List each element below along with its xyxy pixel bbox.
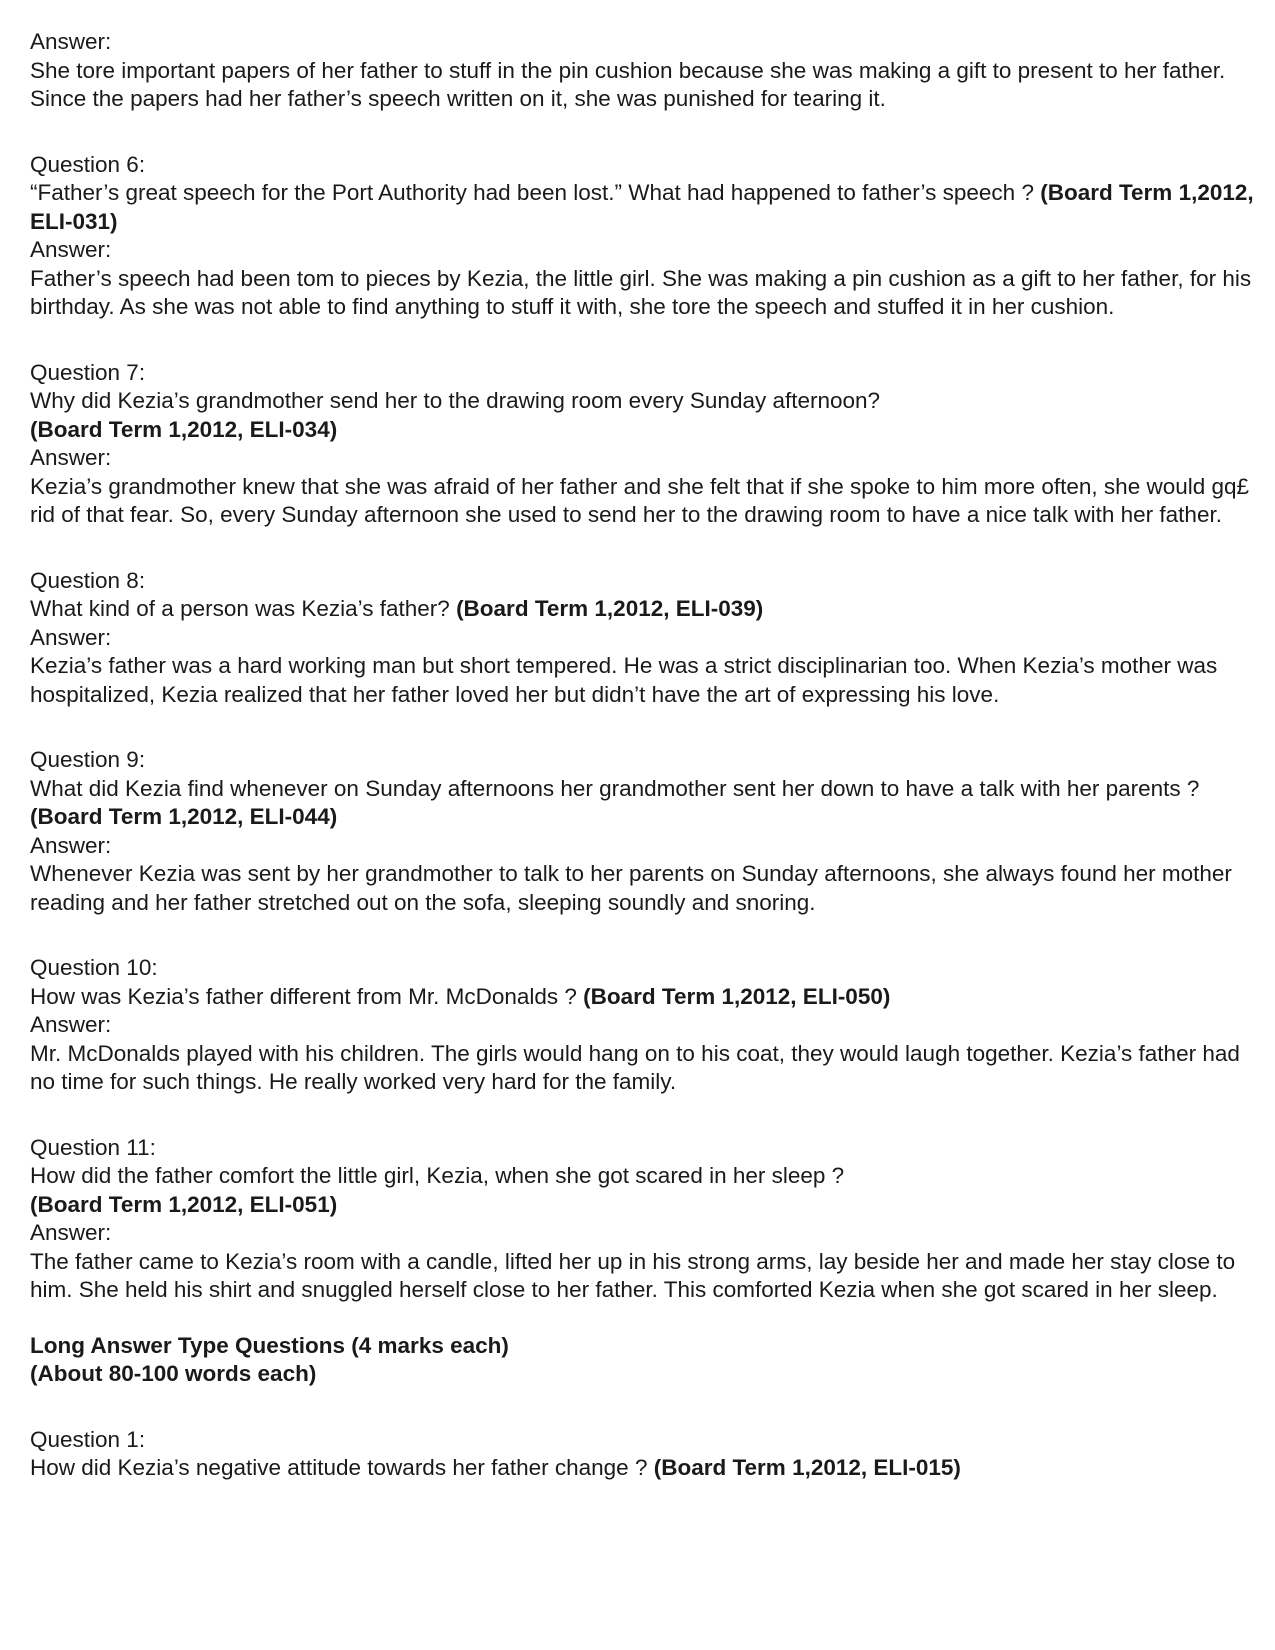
question-text: What did Kezia find whenever on Sunday afternoons her grandmother sent her down to have a talk with her parents ? [30, 775, 1200, 801]
question-reference: (Board Term 1,2012, ELI-039) [456, 596, 764, 621]
question-body: “Father’s great speech for the Port Authority had been lost.” What had happened to father’s speech ? [30, 180, 1041, 205]
answer-text: Kezia’s grandmother knew that she was afraid of her father and she felt that if she spoke to him more often, she would gq£ rid of that fear. So, every Sunday afternoon she used to send her to the drawing room to have a nice talk with her father. [30, 473, 1250, 527]
answer-label: Answer: [30, 445, 112, 470]
question-body: What kind of a person was Kezia’s father? [30, 596, 457, 621]
section-heading [30, 1332, 1255, 1389]
question-text [30, 179, 1255, 236]
answer-text: She tore important papers of her father to stuff in the pin cushion because she was making a gift to present to her father. Since the papers had her father’s speech written on it, she was punished for tearing it. [30, 57, 1226, 111]
question-block-long-q1 [30, 1426, 1255, 1483]
document-page [30, 28, 1255, 1483]
question-reference: (Board Term 1,2012, ELI-015) [653, 1455, 961, 1480]
question-reference: (Board Term 1,2012, ELI-044) [30, 804, 338, 829]
question-label: Question 9: [30, 747, 146, 772]
question-label: Question 6: [30, 151, 146, 177]
question-block-q6 [30, 151, 1255, 322]
question-text: Why did Kezia’s grandmother send her to the drawing room every Sunday afternoon? [30, 388, 881, 413]
question-block-q10 [30, 954, 1255, 1097]
answer-label: Answer: [30, 832, 112, 858]
question-label: Question 8: [30, 567, 146, 593]
section-heading-line2: (About 80-100 words each) [30, 1361, 317, 1386]
question-block-q8 [30, 567, 1255, 710]
question-label: Question 10: [30, 955, 158, 980]
answer-text: Kezia’s father was a hard working man but short tempered. He was a strict disciplinarian too. When Kezia’s mother was hospitalized, Kezia realized that her father loved her but didn’t have the art of expressing his love. [30, 653, 1218, 707]
question-block-q7 [30, 359, 1255, 530]
question-reference: (Board Term 1,2012, ELI-034) [30, 416, 338, 442]
answer-label: Answer: [30, 29, 112, 54]
answer-text: Whenever Kezia was sent by her grandmother to talk to her parents on Sunday afternoons, she always found her mother reading and her father stretched out on the sofa, sleeping soundly and snoring. [30, 861, 1232, 915]
question-block-q11 [30, 1134, 1255, 1305]
question-label: Question 11: [30, 1134, 156, 1160]
question-body: How was Kezia’s father different from Mr. McDonalds ? [30, 983, 584, 1009]
answer-text: Mr. McDonalds played with his children. The girls would hang on to his coat, they would laugh together. Kezia’s father had no time for such things. He really worked very hard for the family. [30, 1040, 1240, 1094]
answer-block-q5 [30, 28, 1255, 114]
question-reference: (Board Term 1,2012, ELI-051) [30, 1191, 338, 1217]
answer-label: Answer: [30, 1220, 112, 1245]
question-body: How did Kezia’s negative attitude towards her father change ? [30, 1455, 654, 1480]
question-text [30, 1454, 1255, 1483]
question-block-q9 [30, 746, 1255, 917]
question-label: Question 7: [30, 359, 146, 385]
question-text [30, 983, 1255, 1012]
question-label: Question 1: [30, 1426, 146, 1452]
question-reference: (Board Term 1,2012, ELI-031) [30, 180, 1254, 234]
question-reference: (Board Term 1,2012, ELI-050) [583, 983, 891, 1009]
answer-label: Answer: [30, 1012, 112, 1037]
answer-label: Answer: [30, 624, 112, 650]
answer-text: Father’s speech had been tom to pieces by Kezia, the little girl. She was making a pin cushion as a gift to her father, for his birthday. As she was not able to find anything to stuff it with, she tore the speech and stuffed it in her cushion. [30, 265, 1252, 319]
section-heading-line1: Long Answer Type Questions (4 marks each) [30, 1332, 509, 1358]
question-text: How did the father comfort the little girl, Kezia, when she got scared in her sleep ? [30, 1163, 845, 1188]
answer-text: The father came to Kezia’s room with a candle, lifted her up in his strong arms, lay beside her and made her stay close to him. She held his shirt and snuggled herself close to her father. This comforted Kezia when she got scared in her sleep. [30, 1248, 1236, 1302]
answer-label: Answer: [30, 237, 112, 262]
question-text [30, 595, 1255, 624]
